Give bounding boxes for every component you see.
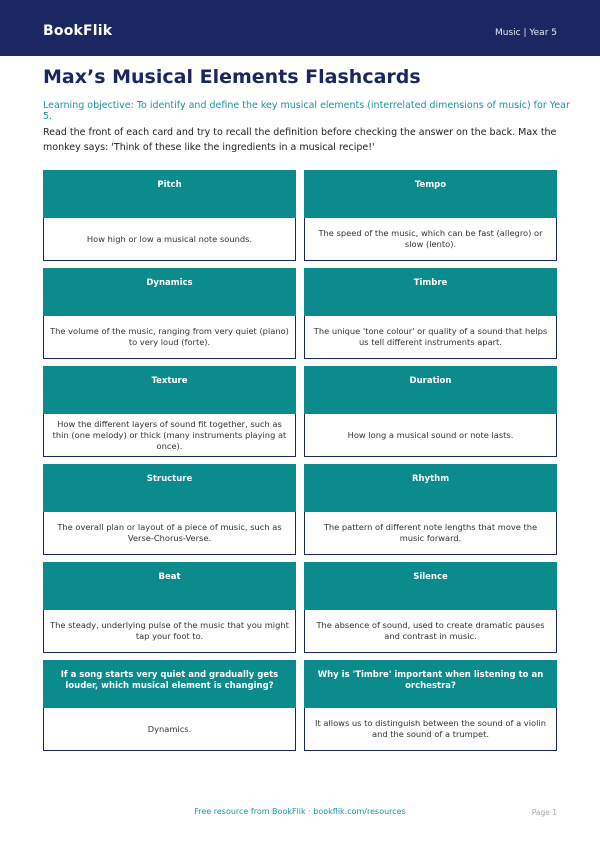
flashcard-answer: The steady, underlying pulse of the music that you might tap your foot to. <box>50 620 289 641</box>
footer-resource-link[interactable]: Free resource from BookFlik · bookflik.com/resources <box>194 807 406 816</box>
flashcard-back <box>304 316 557 359</box>
flashcard-front: Dynamics <box>43 268 296 316</box>
page-title: Max’s Musical Elements Flashcards <box>43 66 421 88</box>
flashcard <box>43 464 296 555</box>
flashcard-back <box>304 218 557 261</box>
flashcard <box>43 170 296 261</box>
flashcard-front: Pitch <box>43 170 296 218</box>
learning-objective: Learning objective: To identify and define the key musical elements (interrelated dimensions of music) for Year 5. <box>43 100 570 122</box>
flashcard <box>43 268 296 359</box>
flashcard-answer: The unique 'tone colour' or quality of a sound that helps us tell different instruments apart. <box>313 326 548 347</box>
flashcard-front: Beat <box>43 562 296 610</box>
flashcard-back <box>304 708 557 751</box>
flashcard-question <box>43 660 296 751</box>
flashcard-answer: The absence of sound, used to create dramatic pauses and contrast in music. <box>316 620 545 641</box>
brand-logo-text[interactable]: BookFlik <box>43 23 113 39</box>
flashcard-front: Timbre <box>304 268 557 316</box>
flashcard-answer: How high or low a musical note sounds. <box>86 233 253 244</box>
flashcard-answer: The speed of the music, which can be fast (allegro) or slow (lento). <box>318 228 543 249</box>
header-bar <box>0 0 600 56</box>
flashcard-front: Tempo <box>304 170 557 218</box>
flashcard-front: Silence <box>304 562 557 610</box>
flashcard <box>304 464 557 555</box>
flashcard-answer: It allows us to distinguish between the sound of a violin and the sound of a trumpet. <box>315 718 546 739</box>
flashcard <box>43 562 296 653</box>
flashcard-front: Why is 'Timbre' important when listening to an orchestra? <box>304 660 557 708</box>
flashcard <box>304 562 557 653</box>
flashcard-back <box>43 218 296 261</box>
flashcard-back <box>304 610 557 653</box>
flashcard-question <box>304 660 557 751</box>
flashcard <box>304 268 557 359</box>
flashcard-answer: Dynamics. <box>147 723 192 734</box>
flashcard-front: Duration <box>304 366 557 414</box>
flashcard-back <box>43 708 296 751</box>
flashcard-back <box>43 512 296 555</box>
flashcard-front: Texture <box>43 366 296 414</box>
flashcard <box>304 366 557 457</box>
subject-year-label: Music | Year 5 <box>494 28 557 38</box>
flashcard-answer: How the different layers of sound fit together, such as thin (one melody) or thick (many instruments playing at once). <box>52 418 287 451</box>
flashcard-back <box>304 512 557 555</box>
flashcard <box>43 366 296 457</box>
flashcard-back <box>43 316 296 359</box>
flashcard-back <box>43 414 296 457</box>
flashcard-answer: The volume of the music, ranging from very quiet (piano) to very loud (forte). <box>50 326 289 347</box>
flashcard-front: If a song starts very quiet and gradually gets louder, which musical element is changing? <box>43 660 296 708</box>
flashcard-back <box>43 610 296 653</box>
flashcard-front: Structure <box>43 464 296 512</box>
flashcard-front: Rhythm <box>304 464 557 512</box>
flashcard-answer: How long a musical sound or note lasts. <box>347 429 514 440</box>
intro-text: Read the front of each card and try to recall the definition before checking the answer on the back. Max the monkey says: 'Think of these like the ingredients in a musical recipe!' <box>43 127 557 153</box>
flashcard-back <box>304 414 557 457</box>
flashcard-answer: The overall plan or layout of a piece of music, such as Verse-Chorus-Verse. <box>57 522 282 543</box>
flashcard-answer: The pattern of different note lengths that move the music forward. <box>323 522 538 543</box>
flashcard <box>304 170 557 261</box>
flashcard-grid <box>43 170 557 751</box>
page-number: Page 1 <box>531 808 557 817</box>
